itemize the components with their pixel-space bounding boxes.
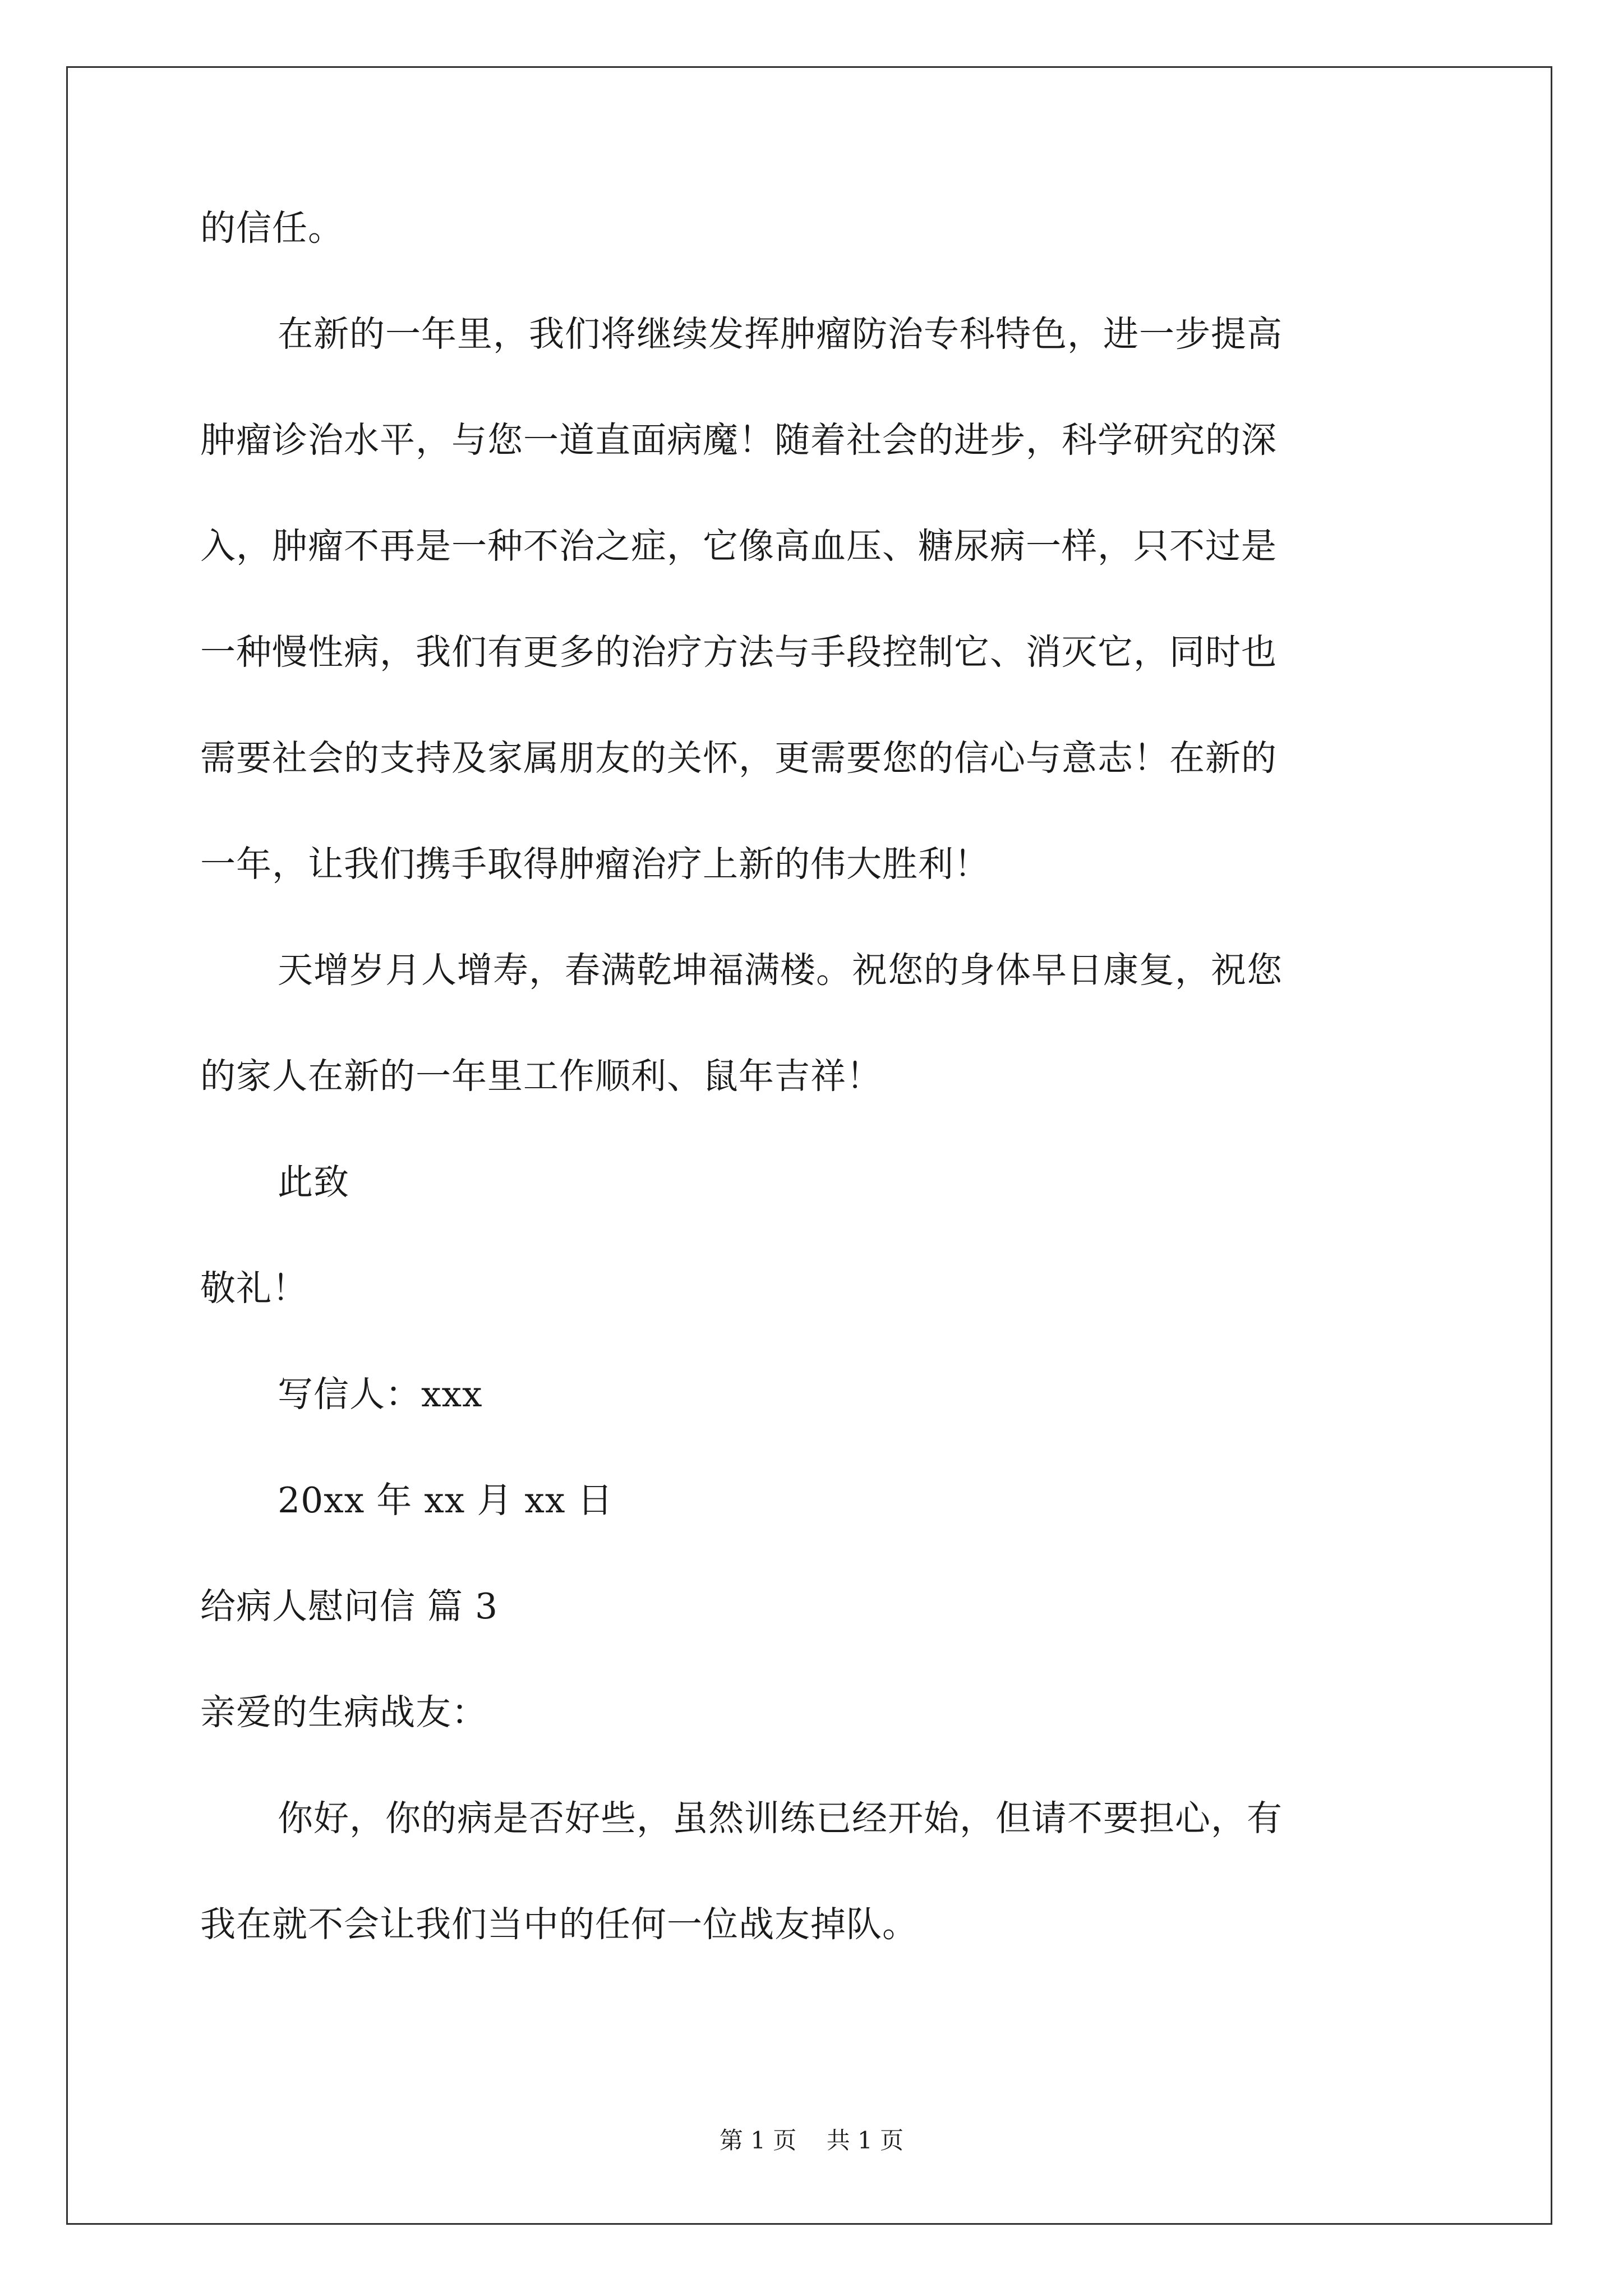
text-line: 一年，让我们携手取得肿瘤治疗上新的伟大胜利！ [200, 844, 990, 885]
signature-date: 20xx 年 xx 月 xx 日 [278, 1480, 614, 1521]
document-body [200, 210, 1434, 2013]
section-heading: 给病人慰问信 篇 3 [200, 1586, 499, 1627]
text-line: 你好，你的病是否好些，虽然训练已经开始，但请不要担心，有 [278, 1798, 1283, 1839]
text-line: 我在就不会让我们当中的任何一位战友掉队。 [200, 1904, 918, 1945]
greeting-line: 亲爱的生病战友： [200, 1692, 487, 1733]
text-line: 在新的一年里，我们将继续发挥肿瘤防治专科特色，进一步提高 [278, 314, 1283, 355]
text-line: 入，肿瘤不再是一种不治之症，它像高血压、糖尿病一样，只不过是 [200, 526, 1277, 567]
text-line: 一种慢性病，我们有更多的治疗方法与手段控制它、消灭它，同时也 [200, 632, 1277, 673]
signature-writer: 写信人：xxx [278, 1374, 483, 1415]
closing-salutation: 此致 [278, 1162, 349, 1203]
text-line: 肿瘤诊治水平，与您一道直面病魔！随着社会的进步，科学研究的深 [200, 420, 1277, 461]
closing-regards: 敬礼！ [200, 1268, 308, 1309]
text-line: 的信任。 [200, 208, 344, 249]
text-line: 需要社会的支持及家属朋友的关怀，更需要您的信心与意志！在新的 [200, 738, 1277, 779]
page-number-footer: 第 1 页 共 1 页 [719, 2127, 904, 2154]
text-line: 的家人在新的一年里工作顺利、鼠年吉祥！ [200, 1056, 882, 1097]
text-line: 天增岁月人增寿，春满乾坤福满楼。祝您的身体早日康复，祝您 [278, 950, 1283, 991]
